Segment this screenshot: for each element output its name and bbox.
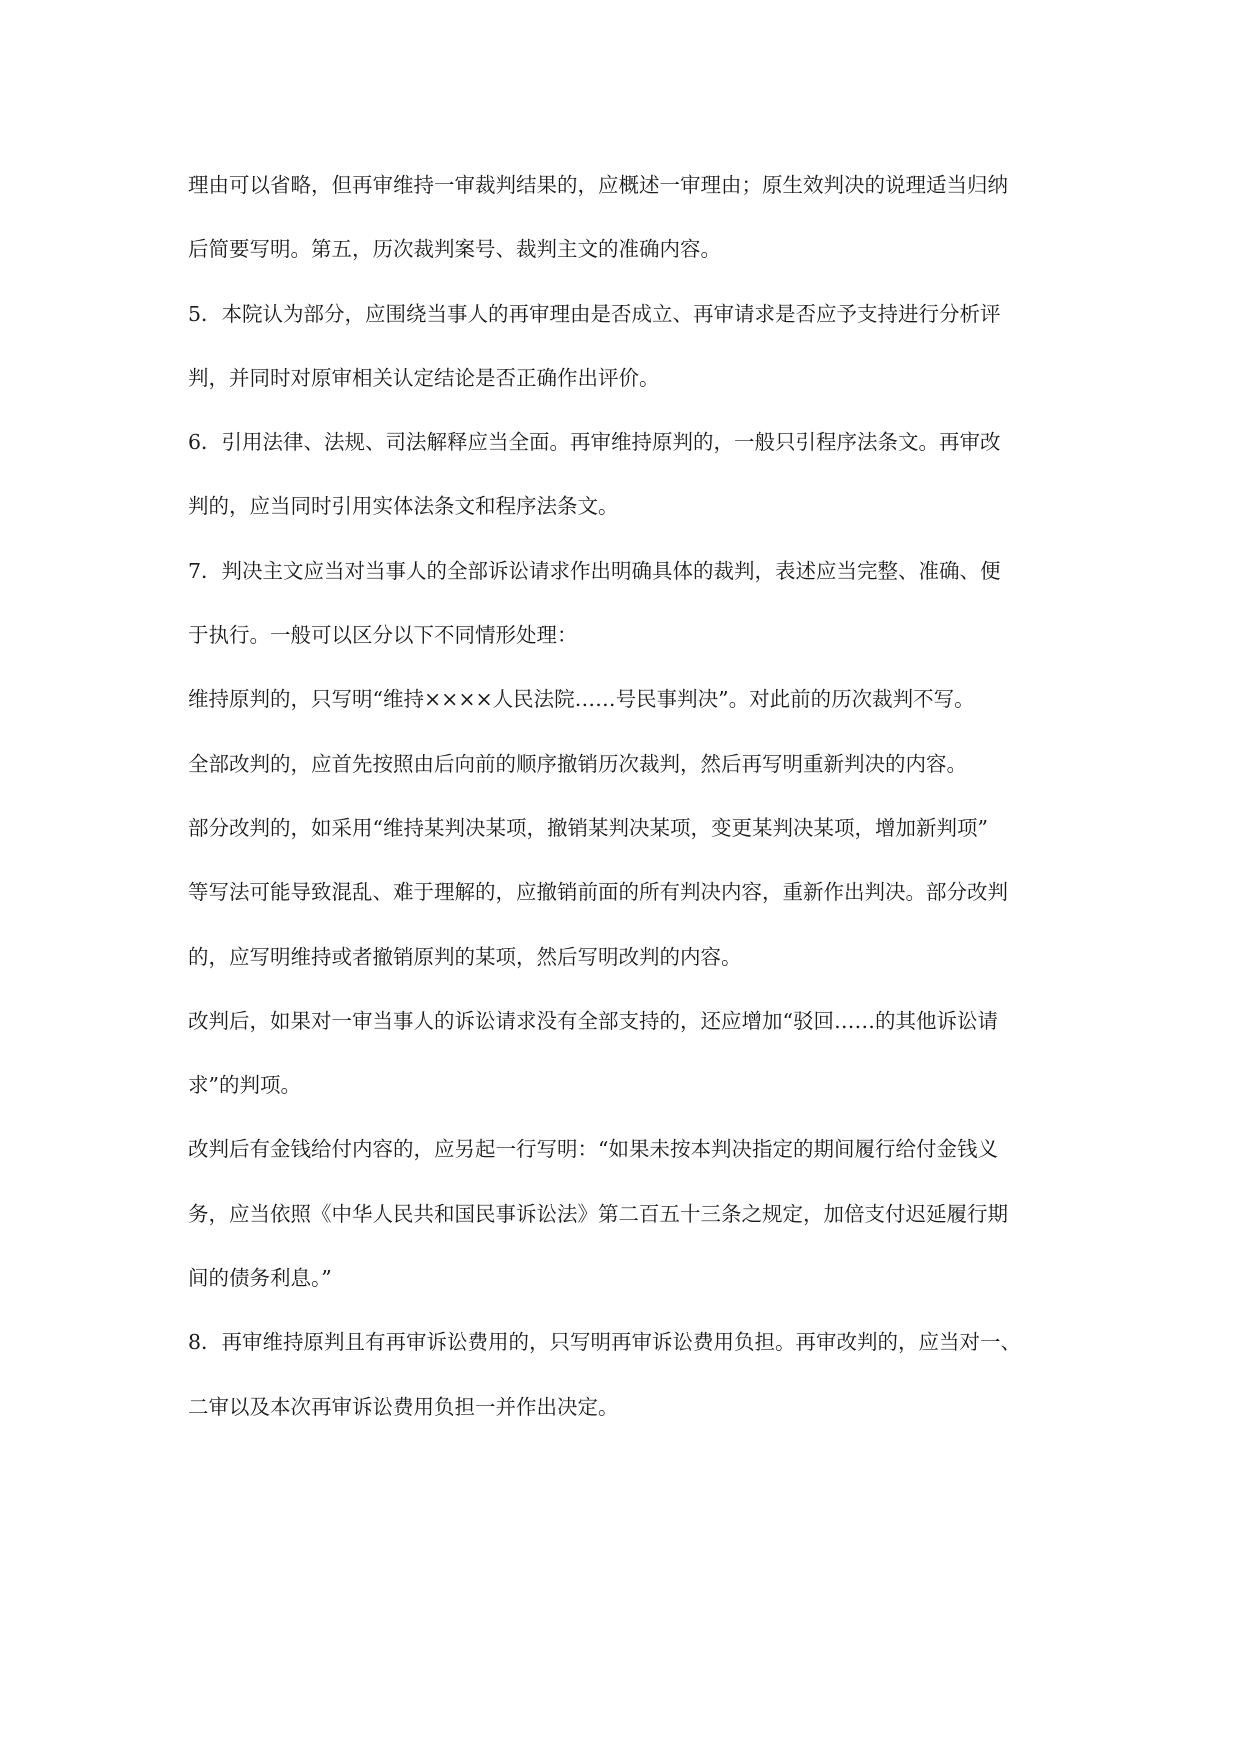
text-line: 二审以及本次再审诉讼费用负担一并作出决定。 [188, 1394, 619, 1419]
text-line: 5．本院认为部分，应围绕当事人的再审理由是否成立、再审请求是否应予支持进行分析评 [188, 301, 1001, 326]
document-body [188, 164, 1068, 1450]
text-line: 判的，应当同时引用实体法条文和程序法条文。 [188, 494, 619, 519]
text-line: 改判后，如果对一审当事人的诉讼请求没有全部支持的，还应增加“驳回……的其他诉讼请 [188, 1008, 998, 1033]
text-line: 改判后有金钱给付内容的，应另起一行写明：“如果未按本判决指定的期间履行给付金钱义 [188, 1137, 998, 1162]
text-line: 理由可以省略，但再审维持一审裁判结果的，应概述一审理由；原生效判决的说理适当归纳 [188, 173, 1008, 197]
text-line: 后简要写明。第五，历次裁判案号、裁判主文的准确内容。 [188, 237, 721, 262]
text-line: 间的债务利息。” [188, 1266, 332, 1291]
text-line: 8．再审维持原判且有再审诉讼费用的，只写明再审诉讼费用负担。再审改判的，应当对一、 [188, 1330, 1022, 1355]
text-line: 求”的判项。 [188, 1073, 301, 1098]
text-line: 部分改判的，如采用“维持某判决某项，撤销某判决某项，变更某判决某项，增加新判项” [188, 815, 988, 840]
text-line: 务，应当依照《中华人民共和国民事诉讼法》第二百五十三条之规定，加倍支付迟延履行期 [188, 1201, 1008, 1226]
text-line: 等写法可能导致混乱、难于理解的，应撤销前面的所有判决内容，重新作出判决。部分改判 [188, 880, 1008, 905]
text-line: 的，应写明维持或者撤销原判的某项，然后写明改判的内容。 [188, 944, 742, 969]
text-line: 判，并同时对原审相关认定结论是否正确作出评价。 [188, 365, 660, 390]
text-line: 全部改判的，应首先按照由后向前的顺序撤销历次裁判，然后再写明重新判决的内容。 [188, 751, 967, 776]
text-line: 维持原判的，只写明“维持××××人民法院……号民事判决”。对此前的历次裁判不写。 [188, 687, 975, 712]
text-line: 于执行。一般可以区分以下不同情形处理： [188, 623, 578, 648]
text-line: 7．判决主文应当对当事人的全部诉讼请求作出明确具体的裁判，表述应当完整、准确、便 [188, 558, 1001, 583]
text-line: 6．引用法律、法规、司法解释应当全面。再审维持原判的，一般只引程序法条文。再审改 [188, 430, 1001, 455]
